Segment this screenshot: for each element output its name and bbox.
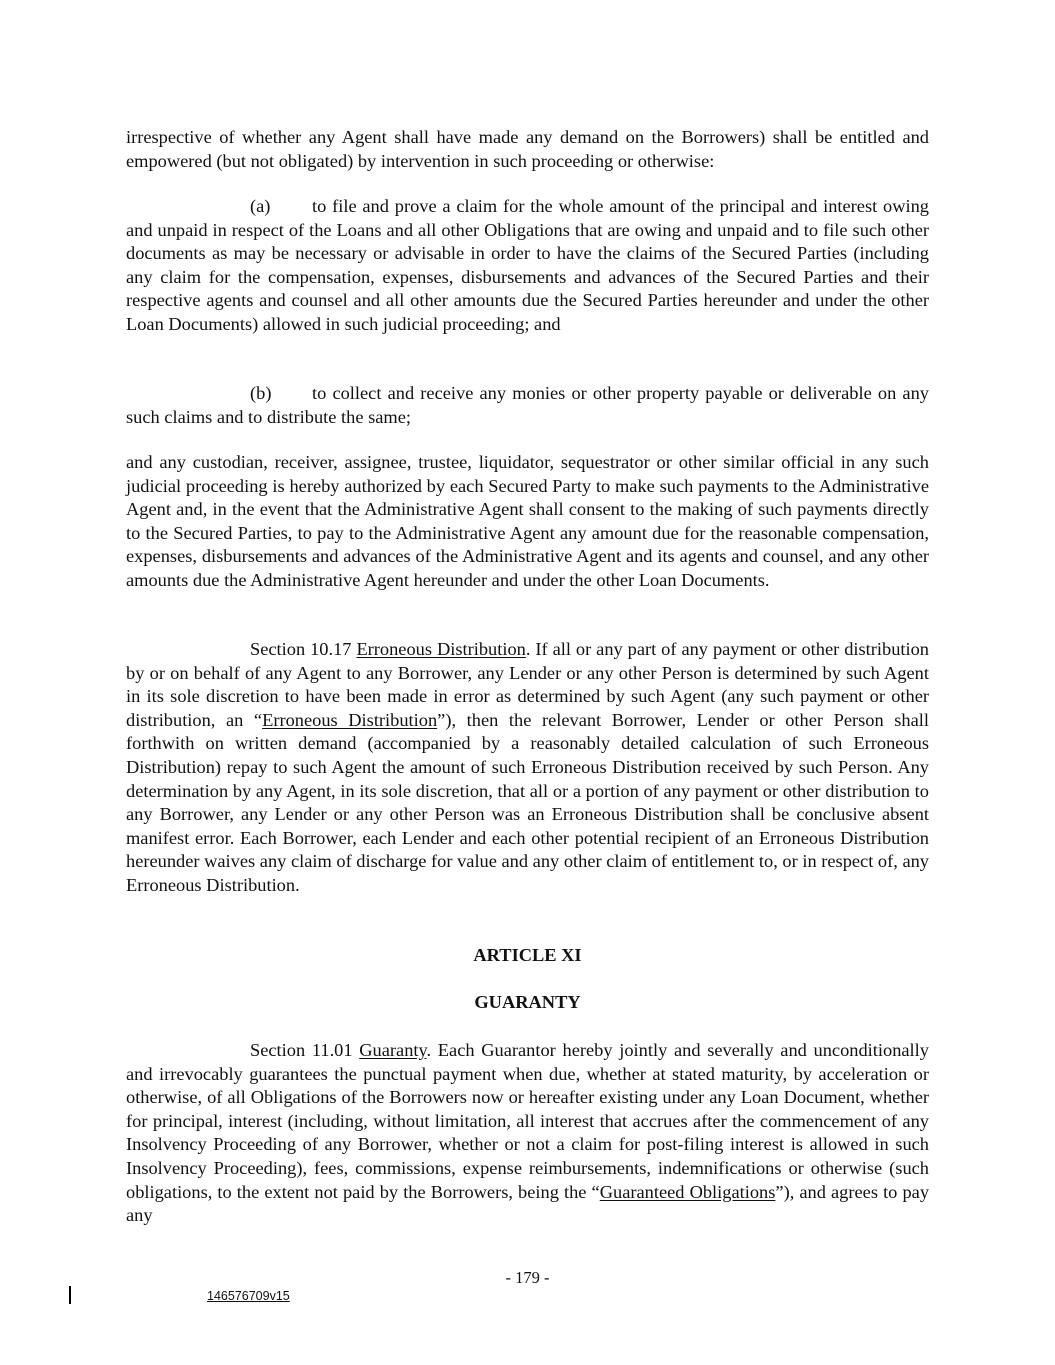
- clause-b-text: to collect and receive any monies or other property payable or deliverable on any such claims and to distribute the same;: [126, 383, 929, 427]
- section-10-17-title: Erroneous Distribution: [356, 639, 526, 659]
- section-11-01-number: Section 11.01: [250, 1040, 353, 1060]
- clause-b-label: (b): [250, 383, 272, 403]
- article-title: GUARANTY: [474, 992, 581, 1012]
- clause-b-paragraph: [126, 382, 929, 429]
- revision-change-bar: [69, 1286, 71, 1304]
- page-number: - 179 -: [505, 1268, 550, 1287]
- clause-a-paragraph: [126, 195, 929, 337]
- section-11-01-text-2: ”), and agrees to pay any: [126, 1181, 930, 1226]
- section-10-17-text-1: . If all or any part of any payment or other distribution by or on behalf of any Agent to any Borrower, any Lender or any other Person is determined by such Agent in its sole discretion to have been made in error as determined by such Agent (any such payment or other distribution, an “: [126, 639, 929, 730]
- section-10-17-number: Section 10.17: [250, 639, 352, 659]
- erroneous-distribution-defined-term: Erroneous Distribution: [262, 709, 438, 730]
- section-11-01-text-1: . Each Guarantor hereby jointly and severally and unconditionally and irrevocably guarantees the punctual payment when due, whether at stated maturity, by acceleration or otherwise, of all Obligations of the Borrowers now or hereafter existing under any Loan Document, whether for principal, interest (including, without limitation, all interest that accrues after the commencement of any Insolvency Proceeding of any Borrower, whether or not a claim for post-filing interest is allowed in such Insolvency Proceeding), fees, commissions, expense reimbursements, indemnifications or otherwise (such obligations, to the extent not paid by the Borrowers, being the “: [126, 1040, 929, 1202]
- section-10-17-paragraph: [126, 638, 929, 898]
- section-11-01-paragraph: [126, 1039, 929, 1228]
- clause-a-text: to file and prove a claim for the whole amount of the principal and interest owing and unpaid in respect of the Loans and all other Obligations that are owing and unpaid and to file such other documents as may be necessary or advisable in order to have the claims of the Secured Parties (including any claim for the compensation, expenses, disbursements and advances of the Secured Parties and their respective agents and counsel and all other amounts due the Secured Parties hereunder and under the other Loan Documents) allowed in such judicial proceeding; and: [126, 196, 929, 334]
- clause-a-label: (a): [250, 196, 271, 216]
- custodian-paragraph: and any custodian, receiver, assignee, trustee, liquidator, sequestrator or other similar official in any such judicial proceeding is hereby authorized by each Secured Party to make such payments to the Administrative Agent and, in the event that the Administrative Agent shall consent to the making of such payments directly to the Secured Parties, to pay to the Administrative Agent any amount due for the reasonable compensation, expenses, disbursements and advances of the Administrative Agent and its agents and counsel, and any other amounts due the Administrative Agent hereunder and under the other Loan Documents.: [126, 452, 929, 590]
- section-10-17-text-2: ”), then the relevant Borrower, Lender or other Person shall forthwith on written demand (accompanied by a reasonably detailed calculation of such Erroneous Distribution) repay to such Agent the amount of such Erroneous Distribution received by such Person. Any determination by any Agent, in its sole discretion, that all or a portion of any payment or other distribution to any Borrower, any Lender or any other Person was an Erroneous Distribution shall be conclusive absent manifest error. Each Borrower, each Lender and each other potential recipient of an Erroneous Distribution hereunder waives any claim of discharge for value and any other claim of entitlement to, or in respect of, any Erroneous Distribution.: [126, 709, 929, 895]
- guaranteed-obligations-defined-term: Guaranteed Obligations: [599, 1181, 776, 1202]
- section-11-01-title: Guaranty: [359, 1040, 427, 1060]
- document-id: 146576709v15: [207, 1289, 290, 1303]
- article-heading: ARTICLE XI: [473, 945, 582, 965]
- intro-paragraph: irrespective of whether any Agent shall have made any demand on the Borrowers) shall be entitled and empowered (but not obligated) by intervention in such proceeding or otherwise:: [126, 127, 929, 171]
